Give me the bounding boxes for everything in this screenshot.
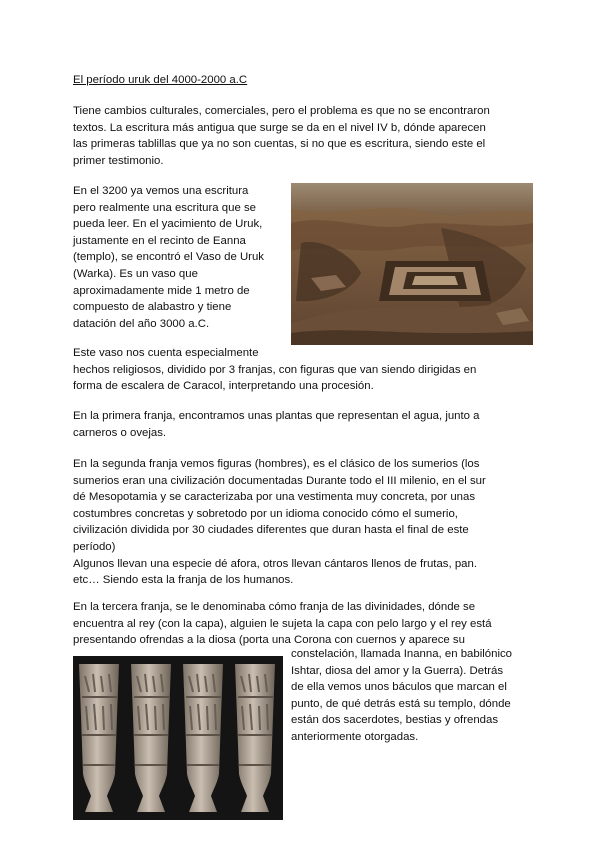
text-line: justamente en el recinto de Eanna [73,234,246,247]
text-line: punto, de qué detrás está su templo, dónde [291,697,511,710]
text-line: forma de escalera de Caracol, interpretando una procesión. [73,380,374,393]
text-line: presentando ofrendas a la diosa (porta una Corona con cuernos y aparece su [73,634,465,647]
text-line: las primeras tablillas que ya no son cuentas, si no que es escritura, siendo este el [73,138,486,151]
text-line: aproximadamente mide 1 metro de [73,284,250,297]
text-line: período) [73,540,116,553]
text-line: datación del año 3000 a.C. [73,317,210,330]
text-line: En el 3200 ya vemos una escritura [73,185,249,197]
text-line: En la segunda franja vemos figuras (hombres), es el clásico de los sumerios (los [73,458,480,470]
text-line: (Warka). Es un vaso que [73,267,198,280]
uruk-vase-photo [73,656,283,820]
text-line: En la tercera franja, se le denominaba cómo franja de las divinidades, dónde se [73,601,476,613]
text-line: civilización dividida por 30 ciudades diferentes que duran hasta el final de este [73,524,469,537]
text-line: Tiene cambios culturales, comerciales, pero el problema es que no se encontraron [73,105,490,117]
text-line: de ella vemos unos báculos que marcan el [291,681,507,694]
text-line: Este vaso nos cuenta especialmente [73,347,259,359]
vase-intro-paragraph [73,183,288,332]
intro-paragraph [73,103,535,169]
third-band-continuation [291,646,539,746]
text-line: Ishtar, diosa del amor y la Guerra). Detrás [291,664,504,677]
second-band-paragraph [73,456,535,589]
text-line: Algunos llevan una especie dé afora, otros llevan cántaros llenos de frutas, pan. [73,557,477,570]
excavation-site-photo [291,183,533,345]
vase-description-paragraph [73,345,535,395]
text-line: hechos religiosos, dividido por 3 franjas, con figuras que van siendo dirigidas en [73,363,477,376]
text-line: etc… Siendo esta la franja de los humanos. [73,574,294,587]
text-line: (templo), se encontró el Vaso de Uruk [73,251,264,264]
text-line: sumerios eran una civilización documentadas Durante todo el III milenio, en el sur [73,474,486,487]
text-line: primer testimonio. [73,154,164,167]
text-line: compuesto de alabastro y tiene [73,301,232,314]
text-line: carneros o ovejas. [73,426,167,439]
text-line: encuentra al rey (con la capa), alguien le sujeta la capa con pelo largo y el rey está [73,617,492,630]
text-line: dé Mesopotamia y se caracterizaba por una vestimenta muy concreta, por unas [73,491,476,504]
text-line: costumbres concretas y sobretodo por un idioma conocido cómo el sumerio, [73,507,458,520]
text-line: pero realmente una escritura que se [73,201,256,214]
document-title: El período uruk del 4000-2000 a.C [73,74,248,86]
first-band-paragraph [73,408,535,441]
text-line: están dos sacerdotes, bestias y ofrendas [291,714,499,727]
text-line: pueda leer. En el yacimiento de Uruk, [73,218,263,231]
text-line: En la primera franja, encontramos unas plantas que representan el agua, junto a [73,410,480,422]
third-band-paragraph [73,599,535,649]
text-line: constelación, llamada Inanna, en babilónico [291,648,513,660]
text-line: textos. La escritura más antigua que surge se da en el nivel IV b, dónde aparecen [73,121,486,134]
text-line: anteriormente otorgadas. [291,730,419,743]
